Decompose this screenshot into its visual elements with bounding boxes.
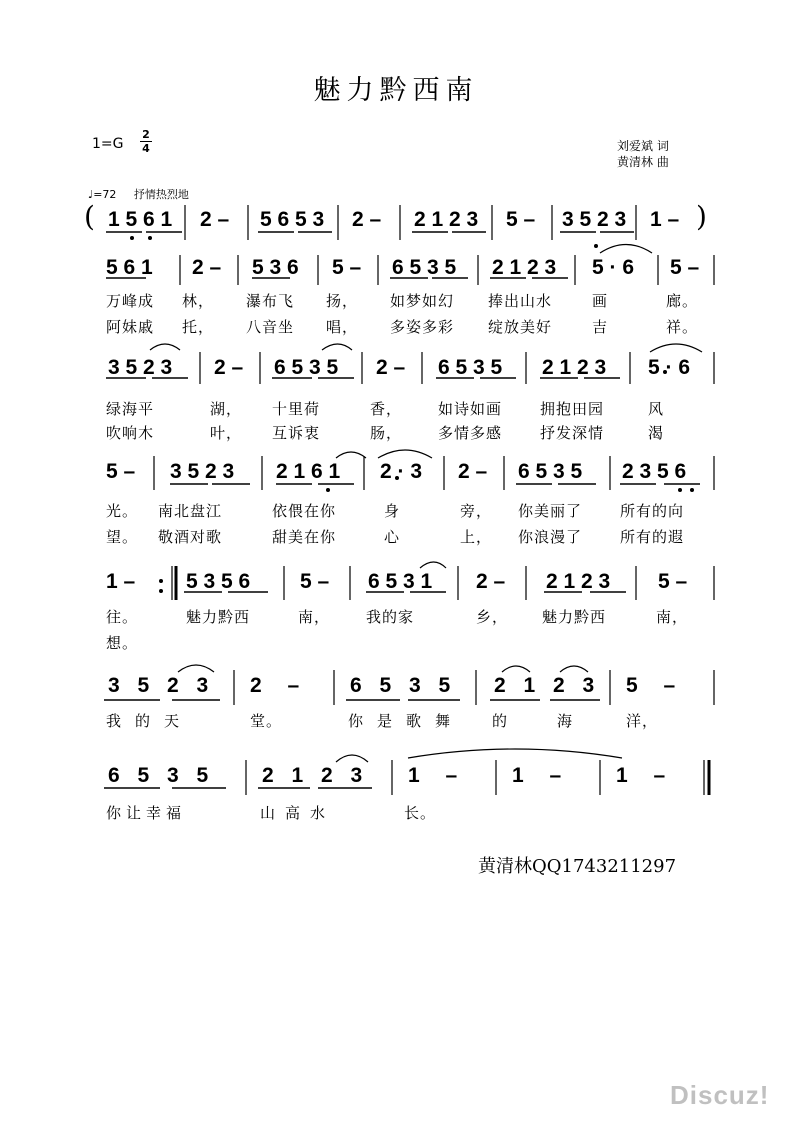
- measure-2-1: 5 6 1: [106, 256, 153, 279]
- lyric-3-2-c: 互诉衷: [272, 424, 321, 442]
- meter-top: 2: [142, 128, 150, 141]
- lyric-5-2-a: 想。: [106, 634, 139, 652]
- lyric-3-1-b: 湖，: [210, 400, 243, 418]
- lyric-2-2-f: 绽放美好: [488, 318, 553, 336]
- measure-7-5: 1 –: [616, 764, 676, 787]
- measure-5-3: 5 –: [300, 570, 330, 593]
- lyric-4-1-a: 光。: [106, 502, 139, 520]
- author-signature: 黄清林QQ1743211297: [478, 856, 677, 877]
- measure-1-2: 2 –: [200, 208, 230, 231]
- meter-bottom: 4: [142, 142, 150, 155]
- lyric-2-2-g: 吉: [592, 318, 609, 336]
- lyricist-credit: 刘爱斌 词: [617, 139, 669, 153]
- measure-2-6: 2 1 2 3: [492, 256, 557, 279]
- measure-3-6: 2 1 2 3: [542, 356, 607, 379]
- measure-6-1: 3 5 2 3: [108, 674, 215, 697]
- measure-2-4: 5 –: [332, 256, 362, 279]
- lyric-3-2-d: 肠，: [370, 424, 403, 442]
- measure-7-3: 1 –: [408, 764, 468, 787]
- lyric-4-2-f: 你浪漫了: [518, 528, 583, 546]
- lyric-6-1-d: 的海: [492, 712, 623, 730]
- lyric-7-1-b: 山高水: [260, 804, 336, 822]
- measure-6-5: 5 –: [626, 674, 686, 697]
- lyric-4-1-b: 南北盘江: [158, 502, 223, 520]
- lyric-2-2-d: 唱，: [326, 318, 359, 336]
- lyric-3-1-d: 香，: [370, 400, 403, 418]
- intro-open-paren: (: [84, 200, 95, 233]
- lyric-6-1-b: 堂。: [250, 712, 283, 730]
- lyric-3-2-b: 叶，: [210, 424, 243, 442]
- composer-credit: 黄清林 曲: [617, 155, 669, 169]
- measure-4-7: 2 3 5 6: [622, 460, 687, 483]
- measure-6-2: 2 –: [250, 674, 310, 697]
- measure-3-7: 5 · 6: [648, 356, 691, 379]
- measure-2-8: 5 –: [670, 256, 700, 279]
- lyric-3-1-a: 绿海平: [106, 400, 155, 418]
- lyric-2-2-c: 八音坐: [246, 318, 295, 336]
- lyric-2-1-h: 廊。: [666, 292, 699, 310]
- lyric-2-1-c: 瀑布飞: [246, 292, 295, 310]
- lyric-5-1-e: 乡，: [476, 608, 509, 626]
- measure-7-2: 2 1 2 3: [262, 764, 369, 787]
- lyric-5-1-a: 往。: [106, 608, 139, 626]
- lyric-3-2-g: 渴: [648, 424, 665, 442]
- intro-close-paren: ): [696, 200, 707, 233]
- lyric-4-1-e: 旁，: [460, 502, 493, 520]
- measure-7-1: 6 5 3 5: [108, 764, 215, 787]
- measure-3-3: 6 5 3 5: [274, 356, 339, 379]
- lyric-3-1-f: 拥抱田园: [540, 400, 605, 418]
- lyric-5-1-d: 我的家: [366, 608, 415, 626]
- measure-1-8: 1 –: [650, 208, 680, 231]
- lyric-4-2-b: 敬酒对歌: [158, 528, 223, 546]
- lyric-5-1-c: 南，: [298, 608, 331, 626]
- lyric-4-2-c: 甜美在你: [272, 528, 337, 546]
- measure-4-4: 2 · 3: [380, 460, 423, 483]
- lyric-2-1-e: 如梦如幻: [390, 292, 455, 310]
- key-signature: 1=G: [92, 136, 124, 152]
- measure-5-6: 2 1 2 3: [546, 570, 611, 593]
- lyric-6-1-a: 我的天: [106, 712, 194, 730]
- lyric-2-2-a: 阿妹戚: [106, 318, 155, 336]
- measure-5-5: 2 –: [476, 570, 506, 593]
- measure-3-2: 2 –: [214, 356, 244, 379]
- lyric-4-2-e: 上，: [460, 528, 493, 546]
- lyric-5-1-f: 魅力黔西: [542, 608, 607, 626]
- lyric-4-1-f: 你美丽了: [518, 502, 583, 520]
- song-title: 魅力黔西南: [313, 75, 479, 106]
- expression-mark: 抒情热烈地: [133, 188, 189, 201]
- measure-3-5: 6 5 3 5: [438, 356, 503, 379]
- lyric-7-1-c: 长。: [404, 804, 437, 822]
- measure-5-2: 5 3 5 6: [186, 570, 251, 593]
- measure-5-7: 5 –: [658, 570, 688, 593]
- measure-2-5: 6 5 3 5: [392, 256, 457, 279]
- lyric-6-1-c: 你是歌舞: [348, 712, 465, 730]
- lyric-2-2-h: 祥。: [666, 318, 699, 336]
- measure-6-3: 6 5 3 5: [350, 674, 457, 697]
- lyric-2-1-b: 林，: [182, 292, 215, 310]
- lyric-2-2-e: 多姿多彩: [390, 318, 455, 336]
- lyric-4-1-g: 所有的向: [620, 502, 685, 520]
- lyric-3-2-a: 吹响木: [106, 424, 155, 442]
- measure-6-4: 2 1 2 3: [494, 674, 601, 697]
- lyric-2-1-g: 画: [592, 292, 609, 310]
- measure-2-3: 5 3 6: [252, 256, 299, 279]
- lyric-4-2-d: 心: [384, 528, 401, 546]
- measure-5-4: 6 5 3 1: [368, 570, 433, 593]
- measure-4-2: 3 5 2 3: [170, 460, 235, 483]
- lyric-2-1-d: 扬，: [326, 292, 359, 310]
- lyric-3-2-f: 抒发深情: [540, 424, 605, 442]
- lyric-6-1-e: 洋，: [626, 712, 659, 730]
- lyric-3-1-e: 如诗如画: [438, 400, 503, 418]
- measure-4-5: 2 –: [458, 460, 488, 483]
- lyric-4-1-c: 依偎在你: [272, 502, 337, 520]
- measure-2-7: 5 · 6: [592, 256, 635, 279]
- measure-1-3: 5 6 5 3: [260, 208, 325, 231]
- measure-7-4: 1 –: [512, 764, 572, 787]
- lyric-2-1-a: 万峰成: [106, 292, 155, 310]
- measure-2-2: 2 –: [192, 256, 222, 279]
- lyric-5-1-g: 南，: [656, 608, 689, 626]
- lyric-7-1-a: 你让幸福: [106, 804, 187, 822]
- lyric-4-1-d: 身: [384, 502, 401, 520]
- measure-4-6: 6 5 3 5: [518, 460, 583, 483]
- measure-3-1: 3 5 2 3: [108, 356, 173, 379]
- lyric-2-2-b: 托，: [182, 318, 215, 336]
- lyric-3-1-g: 风: [648, 400, 665, 418]
- lyric-3-2-e: 多情多感: [438, 424, 503, 442]
- measure-1-4: 2 –: [352, 208, 382, 231]
- tempo-value: ♩=72: [88, 188, 117, 201]
- lyric-2-1-f: 捧出山水: [488, 292, 553, 310]
- measure-1-1: 1 5 6 1: [108, 208, 173, 231]
- lyric-4-2-g: 所有的遐: [620, 528, 685, 546]
- measure-5-1: 1 –: [106, 570, 136, 593]
- measure-3-4: 2 –: [376, 356, 406, 379]
- measure-1-5: 2 1 2 3: [414, 208, 479, 231]
- lyric-4-2-a: 望。: [106, 528, 139, 546]
- measure-4-3: 2 1 6 1: [276, 460, 341, 483]
- discuz-watermark: Discuz!: [670, 1080, 770, 1110]
- measure-1-7: 3 5 2 3: [562, 208, 627, 231]
- lyric-3-1-c: 十里荷: [272, 400, 321, 418]
- measure-4-1: 5 –: [106, 460, 136, 483]
- lyric-5-1-b: 魅力黔西: [186, 608, 251, 626]
- measure-1-6: 5 –: [506, 208, 536, 231]
